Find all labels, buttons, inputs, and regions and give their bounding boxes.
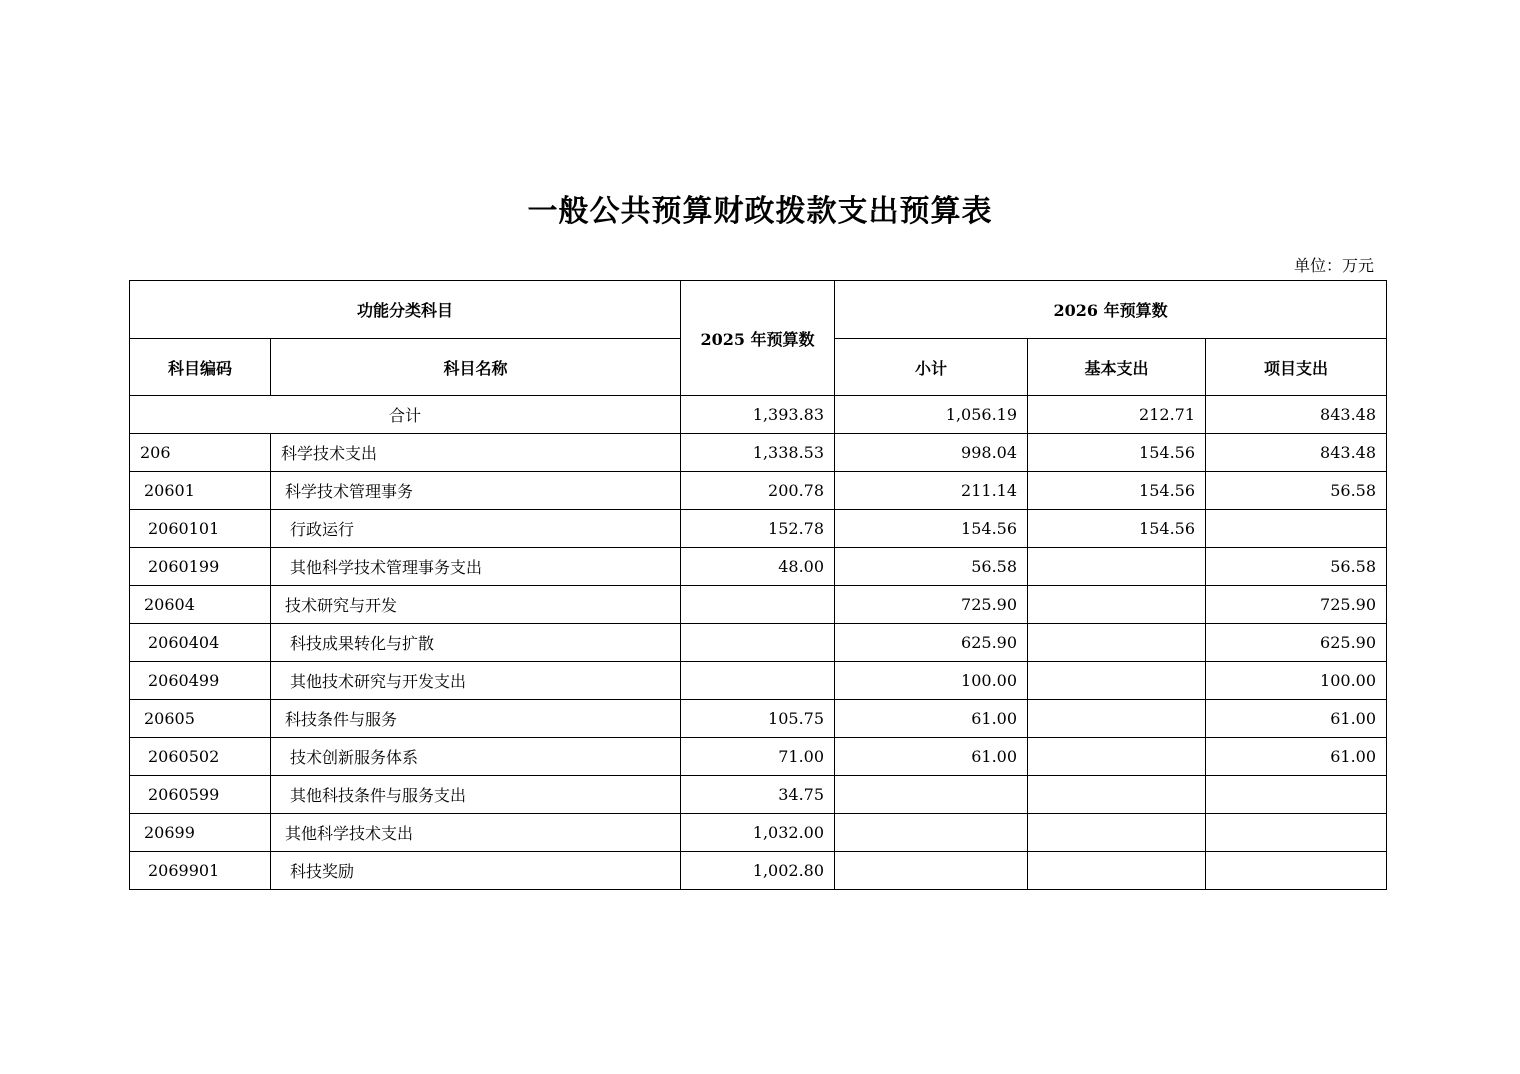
cell-basic [1028,776,1206,814]
page-title: 一般公共预算财政拨款支出预算表 [527,194,993,229]
cell-code: 2069901 [130,852,271,890]
budget-table [129,280,1387,890]
table-body [130,396,1387,890]
table-row [130,510,1387,548]
cell-budget-2025: 200.78 [681,472,835,510]
cell-subtotal: 100.00 [835,662,1028,700]
table-row [130,700,1387,738]
total-label: 合计 [130,396,681,434]
cell-basic: 154.56 [1028,434,1206,472]
header-category: 功能分类科目 [130,281,681,339]
cell-name: 其他科学技术支出 [271,814,681,852]
cell-project: 56.58 [1206,472,1387,510]
cell-budget-2025: 1,032.00 [681,814,835,852]
cell-name: 技术创新服务体系 [271,738,681,776]
cell-code: 2060502 [130,738,271,776]
cell-project [1206,776,1387,814]
cell-basic [1028,586,1206,624]
cell-project: 61.00 [1206,700,1387,738]
cell-subtotal: 725.90 [835,586,1028,624]
unit-label: 单位：万元 [1293,256,1374,275]
cell-subtotal [835,814,1028,852]
cell-budget-2025: 1,002.80 [681,852,835,890]
total-budget-2025: 1,393.83 [681,396,835,434]
cell-basic [1028,624,1206,662]
cell-budget-2025 [681,662,835,700]
header-budget-2026: 2026 年预算数 [835,281,1387,339]
total-subtotal: 1,056.19 [835,396,1028,434]
cell-basic [1028,700,1206,738]
cell-subtotal: 154.56 [835,510,1028,548]
table-row [130,472,1387,510]
cell-budget-2025: 152.78 [681,510,835,548]
cell-code: 20601 [130,472,271,510]
cell-subtotal: 211.14 [835,472,1028,510]
cell-name: 其他技术研究与开发支出 [271,662,681,700]
table-row [130,586,1387,624]
header-subtotal: 小计 [835,339,1028,396]
cell-subtotal [835,852,1028,890]
cell-basic [1028,548,1206,586]
cell-code: 2060499 [130,662,271,700]
cell-name: 科学技术管理事务 [271,472,681,510]
cell-name: 技术研究与开发 [271,586,681,624]
cell-code: 206 [130,434,271,472]
cell-project: 61.00 [1206,738,1387,776]
cell-basic [1028,738,1206,776]
cell-code: 20605 [130,700,271,738]
cell-basic: 154.56 [1028,510,1206,548]
cell-project [1206,510,1387,548]
table-row [130,852,1387,890]
cell-subtotal: 625.90 [835,624,1028,662]
cell-name: 科学技术支出 [271,434,681,472]
cell-name: 行政运行 [271,510,681,548]
table-row [130,434,1387,472]
table-row [130,548,1387,586]
cell-basic [1028,814,1206,852]
cell-project [1206,814,1387,852]
cell-name: 其他科学技术管理事务支出 [271,548,681,586]
cell-code: 2060599 [130,776,271,814]
header-name: 科目名称 [271,339,681,396]
cell-code: 2060199 [130,548,271,586]
cell-basic [1028,852,1206,890]
total-basic: 212.71 [1028,396,1206,434]
cell-name: 科技条件与服务 [271,700,681,738]
cell-project: 56.58 [1206,548,1387,586]
total-row [130,396,1387,434]
header-code: 科目编码 [130,339,271,396]
cell-name: 科技奖励 [271,852,681,890]
cell-budget-2025 [681,624,835,662]
cell-subtotal: 56.58 [835,548,1028,586]
header-row-1 [130,281,1387,339]
cell-code: 2060101 [130,510,271,548]
header-budget-2025: 2025 年预算数 [681,281,835,396]
table-row [130,738,1387,776]
table-row [130,624,1387,662]
cell-basic [1028,662,1206,700]
cell-code: 20699 [130,814,271,852]
cell-project [1206,852,1387,890]
cell-project: 625.90 [1206,624,1387,662]
header-project: 项目支出 [1206,339,1387,396]
cell-subtotal: 61.00 [835,738,1028,776]
cell-budget-2025: 48.00 [681,548,835,586]
table-row [130,814,1387,852]
cell-subtotal [835,776,1028,814]
cell-budget-2025: 71.00 [681,738,835,776]
table-row [130,776,1387,814]
total-project: 843.48 [1206,396,1387,434]
header-basic: 基本支出 [1028,339,1206,396]
table-row [130,662,1387,700]
cell-budget-2025: 34.75 [681,776,835,814]
cell-code: 2060404 [130,624,271,662]
cell-name: 其他科技条件与服务支出 [271,776,681,814]
cell-subtotal: 61.00 [835,700,1028,738]
cell-subtotal: 998.04 [835,434,1028,472]
cell-budget-2025 [681,586,835,624]
cell-code: 20604 [130,586,271,624]
cell-budget-2025: 1,338.53 [681,434,835,472]
cell-project: 100.00 [1206,662,1387,700]
cell-name: 科技成果转化与扩散 [271,624,681,662]
cell-project: 843.48 [1206,434,1387,472]
cell-basic: 154.56 [1028,472,1206,510]
cell-project: 725.90 [1206,586,1387,624]
cell-budget-2025: 105.75 [681,700,835,738]
